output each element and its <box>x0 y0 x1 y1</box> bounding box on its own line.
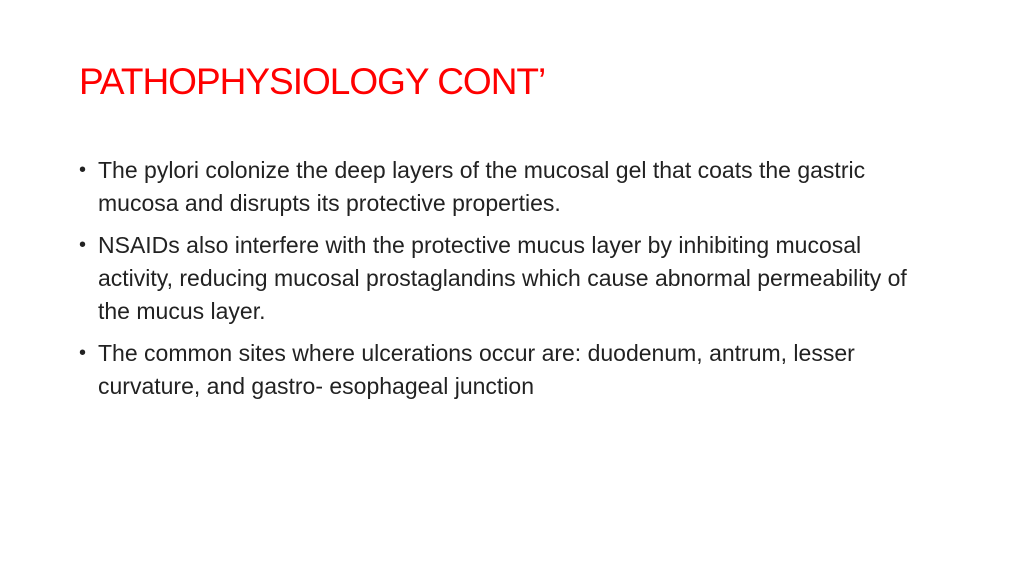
bullet-text: NSAIDs also interfere with the protective mucus layer by inhibiting mucosal activity, reducing mucosal prostaglandins which cause abnormal permeability of the mucus layer. <box>98 232 907 324</box>
slide-title: PATHOPHYSIOLOGY CONT’ <box>79 61 546 102</box>
bullet-marker: • <box>79 342 87 364</box>
bullet-item <box>79 337 939 403</box>
bullet-marker: • <box>79 234 87 256</box>
bullet-text: The pylori colonize the deep layers of the mucosal gel that coats the gastric mucosa and disrupts its protective properties. <box>98 157 866 216</box>
bullet-list <box>79 154 939 412</box>
bullet-item <box>79 229 939 328</box>
bullet-text: The common sites where ulcerations occur are: duodenum, antrum, lesser curvature, and gastro- esophageal junction <box>98 340 855 399</box>
bullet-item <box>79 154 939 220</box>
bullet-marker: • <box>79 159 87 181</box>
